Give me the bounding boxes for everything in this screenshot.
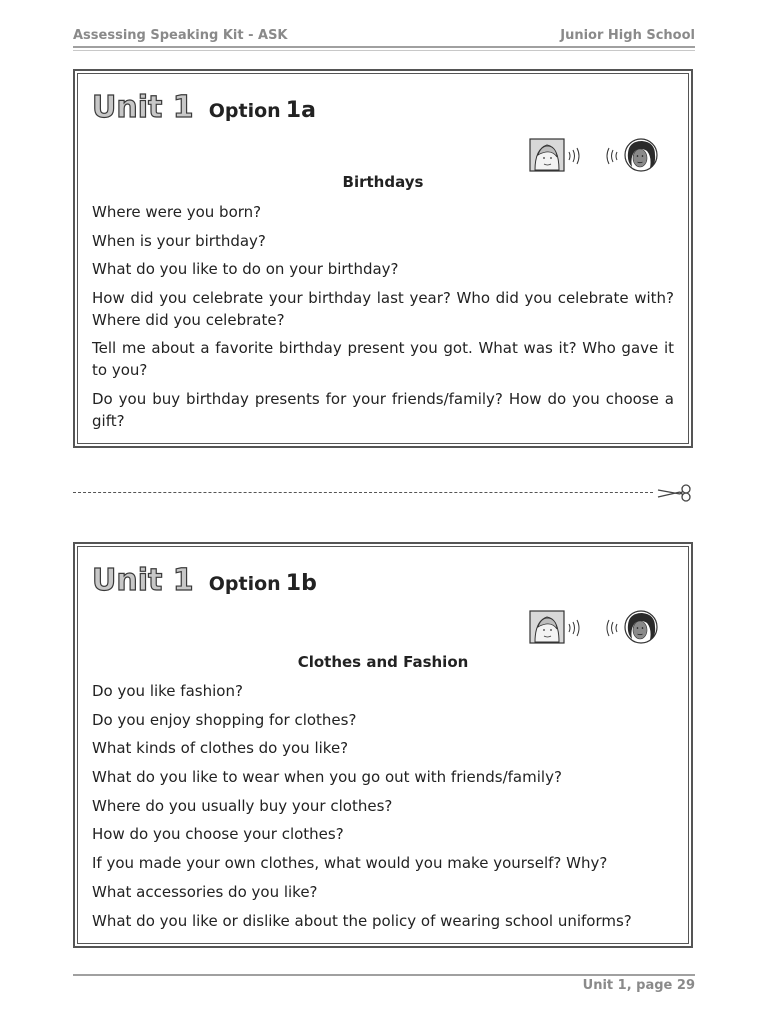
card-title: [92, 563, 317, 598]
option-code: 1a: [285, 98, 316, 123]
cut-line: [73, 492, 653, 493]
woman-face-icon: [530, 139, 564, 171]
question-item: What kinds of clothes do you like?: [92, 739, 349, 758]
speaking-pair-graphic: [529, 609, 659, 645]
card-inner-frame: [77, 73, 689, 444]
question-item: How did you celebrate your birthday last year? Who did you celebrate with? Where did you celebrate?: [92, 288, 674, 329]
unit-label: Unit 1: [92, 90, 194, 125]
question-card-option-1b: [73, 542, 693, 948]
scissors-icon: [656, 484, 696, 502]
sound-waves-icon: [569, 148, 617, 164]
question-item: What do you like to do on your birthday?: [92, 260, 399, 278]
man-face-icon: [625, 611, 657, 643]
page-header: [73, 28, 695, 46]
header-rule: [73, 46, 695, 48]
question-item: Do you enjoy shopping for clothes?: [92, 710, 357, 729]
unit-label: Unit 1: [92, 563, 194, 598]
option-word: Option: [208, 100, 281, 122]
question-item: Where do you usually buy your clothes?: [92, 796, 393, 815]
question-list: [92, 680, 674, 938]
header-rule-thin: [73, 50, 695, 51]
question-item: Tell me about a favorite birthday present you got. What was it? Who gave it to you?: [92, 339, 674, 379]
question-item: What accessories do you like?: [92, 882, 318, 901]
question-item: When is your birthday?: [92, 231, 266, 250]
woman-face-icon: [530, 611, 564, 643]
option-code: 1b: [285, 571, 317, 596]
question-item: If you made your own clothes, what would you make yourself? Why?: [92, 854, 608, 873]
sound-waves-icon: [569, 620, 617, 636]
question-item: Where were you born?: [92, 203, 262, 221]
card-inner-frame: [77, 546, 689, 944]
speaking-pair-graphic: [529, 137, 659, 173]
man-face-icon: [625, 139, 657, 171]
card-heading: Clothes and Fashion: [297, 653, 469, 671]
header-kit-title: Assessing Speaking Kit - ASK: [73, 28, 288, 43]
footer-rule: [73, 974, 695, 976]
card-heading: Birthdays: [342, 173, 424, 191]
question-item: What do you like or dislike about the policy of wearing school uniforms?: [92, 911, 632, 930]
question-item: Do you like fashion?: [92, 682, 243, 700]
question-list: [92, 201, 674, 438]
card-title: [92, 90, 316, 125]
page-number: Unit 1, page 29: [582, 978, 695, 993]
question-item: What do you like to wear when you go out with friends/family?: [92, 768, 562, 787]
question-card-option-1a: [73, 69, 693, 448]
header-school-level: Junior High School: [560, 28, 695, 43]
question-item: Do you buy birthday presents for your friends/family? How do you choose a gift?: [92, 389, 674, 430]
question-item: How do you choose your clothes?: [92, 825, 344, 844]
option-word: Option: [208, 573, 281, 595]
